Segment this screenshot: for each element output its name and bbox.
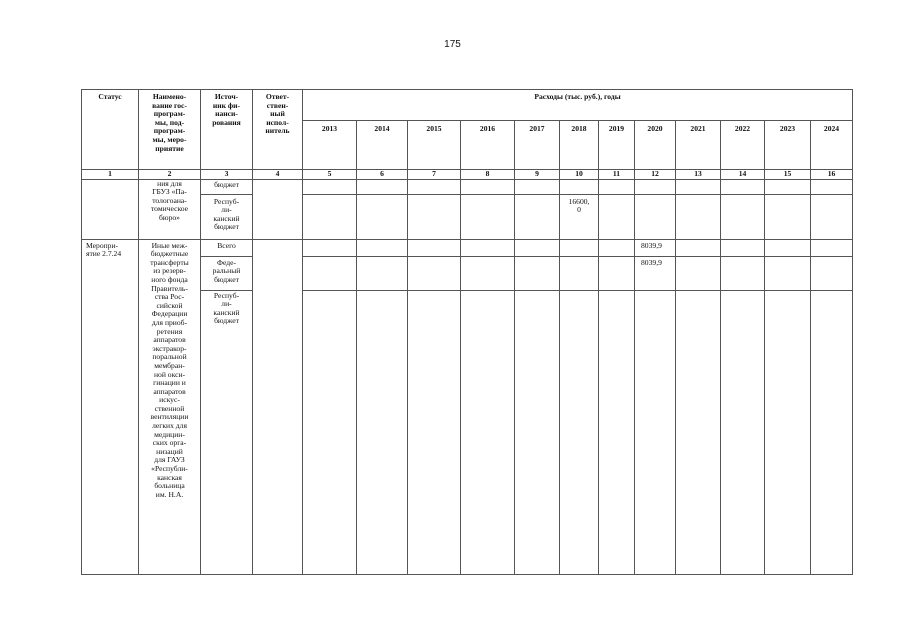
cell-value — [515, 290, 560, 574]
expenses-table — [81, 89, 853, 575]
header-expenses: Расходы (тыс. руб.), годы — [303, 90, 853, 121]
column-number: 9 — [515, 170, 560, 180]
cell-executor — [253, 179, 303, 239]
column-number: 8 — [461, 170, 515, 180]
cell-value — [811, 290, 853, 574]
cell-value — [560, 239, 599, 256]
column-number: 1 — [82, 170, 139, 180]
cell-value — [765, 256, 811, 290]
cell-value-2020: 8039,9 — [635, 239, 676, 256]
cell-value — [676, 239, 721, 256]
cell-value — [515, 256, 560, 290]
cell-value — [599, 194, 635, 239]
cell-status: Меропри- ятие 2.7.24 — [82, 239, 139, 574]
header-year-2018: 2018 — [560, 121, 599, 170]
header-year-2019: 2019 — [599, 121, 635, 170]
header-year-2020: 2020 — [635, 121, 676, 170]
cell-value — [721, 256, 765, 290]
cell-value — [515, 179, 560, 194]
cell-value — [515, 239, 560, 256]
header-executor: Ответ- ствен- ный испол- нитель — [253, 90, 303, 170]
cell-value — [357, 239, 408, 256]
cell-value — [303, 239, 357, 256]
cell-value — [461, 256, 515, 290]
header-year-2014: 2014 — [357, 121, 408, 170]
cell-value — [635, 290, 676, 574]
cell-source: Феде- ральный бюджет — [201, 256, 253, 290]
cell-value — [635, 179, 676, 194]
header-year-2016: 2016 — [461, 121, 515, 170]
cell-value — [408, 239, 461, 256]
header-status: Статус — [82, 90, 139, 170]
column-number: 5 — [303, 170, 357, 180]
cell-value — [515, 194, 560, 239]
cell-value — [560, 290, 599, 574]
cell-value — [599, 256, 635, 290]
cell-status — [82, 179, 139, 239]
cell-value — [408, 256, 461, 290]
cell-value — [599, 179, 635, 194]
cell-value — [721, 290, 765, 574]
header-year-2015: 2015 — [408, 121, 461, 170]
cell-value — [765, 194, 811, 239]
page-number: 175 — [444, 39, 461, 50]
cell-value-2020: 8039,9 — [635, 256, 676, 290]
header-name: Наимено- вание гос- програм- мы, под- програм- мы, меро- приятие — [139, 90, 201, 170]
cell-value — [811, 194, 853, 239]
column-number: 16 — [811, 170, 853, 180]
cell-value — [461, 290, 515, 574]
header-year-2023: 2023 — [765, 121, 811, 170]
cell-value — [811, 179, 853, 194]
cell-value — [811, 239, 853, 256]
column-number: 4 — [253, 170, 303, 180]
cell-value — [765, 239, 811, 256]
cell-value — [357, 256, 408, 290]
cell-source: Респуб- ли- канский бюджет — [201, 290, 253, 574]
cell-value — [721, 179, 765, 194]
cell-name: Иные меж- бюджетные трансферты из резерв- ного фонда Правитель- ства Рос- сийской Федерации для приоб- ретения аппаратов экстракор- поральной мембран- ной окси- гинации и аппаратов искус- ственной вентиляции легких для медицин- ских орга- низаций для ГАУЗ «Республи- канская больница им. Н.А. — [139, 239, 201, 574]
cell-value — [408, 194, 461, 239]
cell-value — [461, 194, 515, 239]
header-year-2024: 2024 — [811, 121, 853, 170]
cell-value — [357, 290, 408, 574]
column-number: 3 — [201, 170, 253, 180]
cell-value — [461, 179, 515, 194]
cell-value — [811, 256, 853, 290]
cell-value — [303, 290, 357, 574]
column-number: 6 — [357, 170, 408, 180]
cell-value — [303, 256, 357, 290]
cell-value — [676, 256, 721, 290]
cell-value-2018: 16600, 0 — [560, 194, 599, 239]
cell-value — [676, 179, 721, 194]
cell-value — [765, 290, 811, 574]
cell-value — [303, 179, 357, 194]
column-number: 15 — [765, 170, 811, 180]
cell-source: бюджет — [201, 179, 253, 194]
cell-name: ния для ГБУЗ «Па- тологоана- томическое бюро» — [139, 179, 201, 239]
cell-value — [357, 194, 408, 239]
cell-executor — [253, 239, 303, 574]
cell-value — [408, 179, 461, 194]
column-number: 12 — [635, 170, 676, 180]
column-number: 11 — [599, 170, 635, 180]
cell-value — [635, 194, 676, 239]
column-number: 10 — [560, 170, 599, 180]
cell-value — [560, 179, 599, 194]
cell-value — [765, 179, 811, 194]
cell-value — [357, 179, 408, 194]
cell-source: Всего — [201, 239, 253, 256]
header-year-2021: 2021 — [676, 121, 721, 170]
cell-value — [560, 256, 599, 290]
column-number: 13 — [676, 170, 721, 180]
column-number: 7 — [408, 170, 461, 180]
header-year-2022: 2022 — [721, 121, 765, 170]
cell-value — [599, 290, 635, 574]
cell-value — [303, 194, 357, 239]
cell-value — [676, 290, 721, 574]
cell-value — [599, 239, 635, 256]
cell-value — [408, 290, 461, 574]
cell-value — [721, 194, 765, 239]
cell-value — [461, 239, 515, 256]
header-year-2017: 2017 — [515, 121, 560, 170]
header-year-2013: 2013 — [303, 121, 357, 170]
cell-value — [721, 239, 765, 256]
cell-source: Респуб- ли- канский бюджет — [201, 194, 253, 239]
cell-value — [676, 194, 721, 239]
header-source: Источ- ник фи- нанси- рования — [201, 90, 253, 170]
column-number: 14 — [721, 170, 765, 180]
column-number: 2 — [139, 170, 201, 180]
